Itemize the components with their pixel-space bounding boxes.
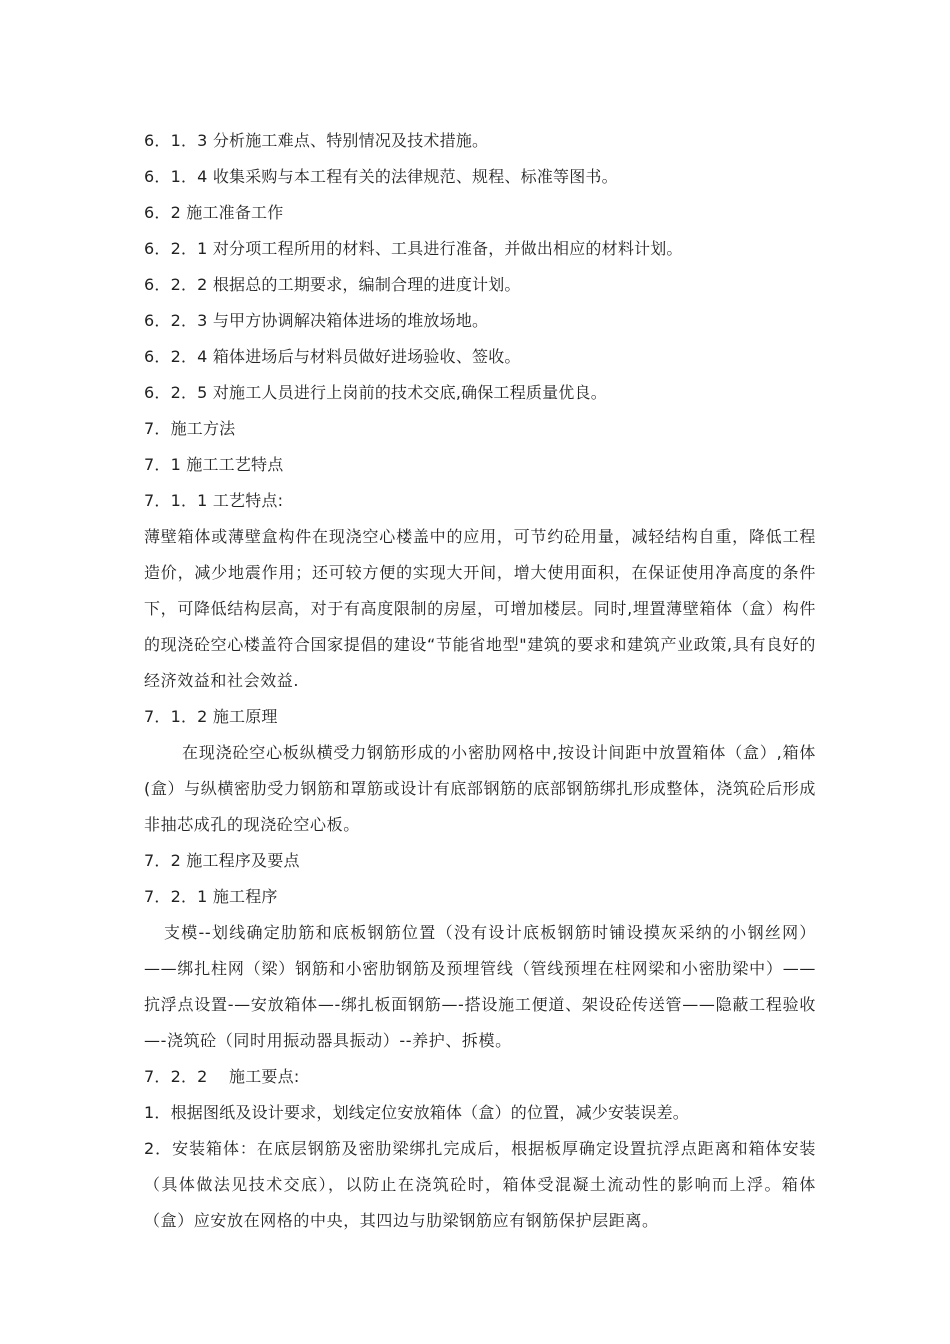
heading-7-1-1: 7．1．1 工艺特点: [144, 491, 284, 510]
heading-7-2-2: 7．2．2 施工要点: [144, 1067, 300, 1086]
document-body [144, 123, 816, 1239]
paragraph-principle: 在现浇砼空心板纵横受力钢筋形成的小密肋网格中,按设计间距中放置箱体（盒）,箱体(盒）与纵横密肋受力钢筋和罩筋或设计有底部钢筋的底部钢筋绑扎形成整体，浇筑砼后形成非抽芯成孔的现浇砼空心板。 [144, 743, 816, 834]
heading-7-2: 7．2 施工程序及要点 [144, 851, 300, 870]
section-6-2-5: 6．2．5 对施工人员进行上岗前的技术交底,确保工程质量优良。 [144, 383, 607, 402]
section-6-1-4: 6．1．4 收集采购与本工程有关的法律规范、规程、标准等图书。 [144, 167, 618, 186]
list-item-1: 1．根据图纸及设计要求，划线定位安放箱体（盒）的位置，减少安装误差。 [144, 1103, 689, 1122]
paragraph-procedure: 支模--划线确定肋筋和底板钢筋位置（没有设计底板钢筋时铺设摸灰采纳的小钢丝网）——绑扎柱网（梁）钢筋和小密肋钢筋及预埋管线（管线预埋在柱网梁和小密肋梁中）——抗浮点设置-—安放箱体—-绑扎板面钢筋—-搭设施工便道、架设砼传送管——隐蔽工程验收—-浇筑砼（同时用振动器具振动）--养护、拆模。 [144, 923, 816, 1050]
section-6-2-1: 6．2．1 对分项工程所用的材料、工具进行准备，并做出相应的材料计划。 [144, 239, 683, 258]
list-item-2: 2．安装箱体：在底层钢筋及密肋梁绑扎完成后，根据板厚确定设置抗浮点距离和箱体安装（具体做法见技术交底），以防止在浇筑砼时，箱体受混凝土流动性的影响而上浮。箱体（盒）应安放在网格的中央，其四边与肋梁钢筋应有钢筋保护层距离。 [144, 1139, 816, 1230]
paragraph-features: 薄壁箱体或薄壁盒构件在现浇空心楼盖中的应用，可节约砼用量，减轻结构自重，降低工程造价，减少地震作用；还可较方便的实现大开间，增大使用面积，在保证使用净高度的条件下，可降低结构层高，对于有高度限制的房屋，可增加楼层。同时,埋置薄壁箱体（盒）构件的现浇砼空心楼盖符合国家提倡的建设“节能省地型"建筑的要求和建筑产业政策,具有良好的经济效益和社会效益. [144, 527, 816, 690]
section-6-2-2: 6．2．2 根据总的工期要求，编制合理的进度计划。 [144, 275, 521, 294]
heading-7-2-1: 7．2．1 施工程序 [144, 887, 278, 906]
section-6-2-3: 6．2．3 与甲方协调解决箱体进场的堆放场地。 [144, 311, 489, 330]
heading-7-1-2: 7．1．2 施工原理 [144, 707, 278, 726]
heading-7-1: 7．1 施工工艺特点 [144, 455, 284, 474]
section-6-2-4: 6．2．4 箱体进场后与材料员做好进场验收、签收。 [144, 347, 521, 366]
heading-7: 7．施工方法 [144, 419, 236, 438]
heading-6-2: 6．2 施工准备工作 [144, 203, 284, 222]
section-6-1-3: 6．1．3 分析施工难点、特别情况及技术措施。 [144, 131, 489, 150]
